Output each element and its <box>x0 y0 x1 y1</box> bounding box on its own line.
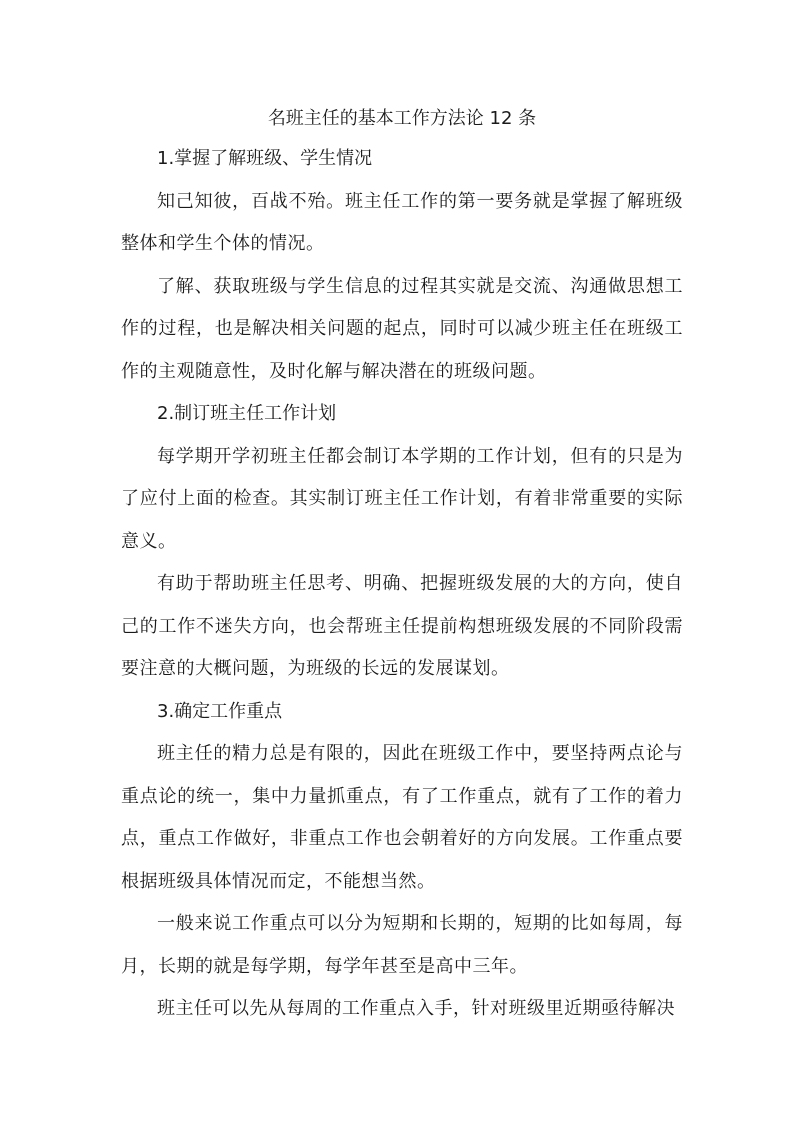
paragraph: 有助于帮助班主任思考、明确、把握班级发展的大的方向，使自己的工作不迷失方向，也会帮班主任提前构想班级发展的不同阶段需要注意的大概问题，为班级的长远的发展谋划。 <box>121 573 683 679</box>
document-body <box>121 100 683 1031</box>
section-heading-1: 1.掌握了解班级、学生情况 <box>157 148 373 169</box>
paragraph: 班主任的精力总是有限的，因此在班级工作中，要坚持两点论与重点论的统一，集中力量抓重点，有了工作重点，就有了工作的着力点，重点工作做好，非重点工作也会朝着好的方向发展。工作重点要根据班级具体情况而定，不能想当然。 <box>121 743 683 892</box>
section-heading-3: 3.确定工作重点 <box>157 700 283 722</box>
section-heading-2: 2.制订班主任工作计划 <box>157 403 337 424</box>
paragraph: 班主任可以先从每周的工作重点入手，针对班级里近期亟待解决 <box>157 998 675 1019</box>
paragraph: 一般来说工作重点可以分为短期和长期的，短期的比如每周，每月，长期的就是每学期，每学年甚至是高中三年。 <box>121 913 683 977</box>
paragraph: 了解、获取班级与学生信息的过程其实就是交流、沟通做思想工作的过程，也是解决相关问题的起点，同时可以减少班主任在班级工作的主观随意性，及时化解与解决潜在的班级问题。 <box>121 275 683 382</box>
paragraph: 知己知彼，百战不殆。班主任工作的第一要务就是掌握了解班级整体和学生个体的情况。 <box>121 190 683 254</box>
document-title: 名班主任的基本工作方法论 12 条 <box>267 108 537 129</box>
paragraph: 每学期开学初班主任都会制订本学期的工作计划，但有的只是为了应付上面的检查。其实制订班主任工作计划，有着非常重要的实际意义。 <box>121 445 683 552</box>
